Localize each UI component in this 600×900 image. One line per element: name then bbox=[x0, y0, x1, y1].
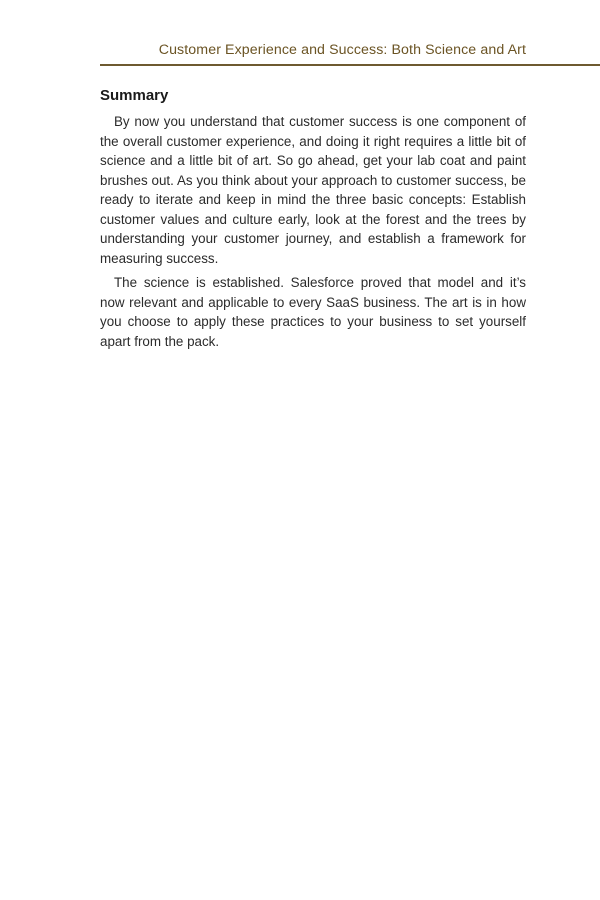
body-text bbox=[100, 112, 526, 356]
section-heading: Summary bbox=[100, 87, 169, 104]
paragraph-1: By now you understand that customer success is one component of the overall customer experience, and doing it right requires a little bit of science and a little bit of art. So go ahead, get your lab coat and paint brushes out. As you think about your approach to customer success, be ready to iterate and keep in mind the three basic concepts: Establish customer values and culture early, look at the forest and the trees by understanding your customer journey, and establish a framework for measuring success. bbox=[100, 114, 526, 266]
header-divider bbox=[100, 64, 600, 66]
running-header-title: Customer Experience and Success: Both Science and Art bbox=[158, 42, 526, 58]
paragraph-2: The science is established. Salesforce proved that model and it’s now relevant and applicable to every SaaS business. The art is in how you choose to apply these practices to your business to set yourself apart from the pack. bbox=[100, 275, 526, 349]
